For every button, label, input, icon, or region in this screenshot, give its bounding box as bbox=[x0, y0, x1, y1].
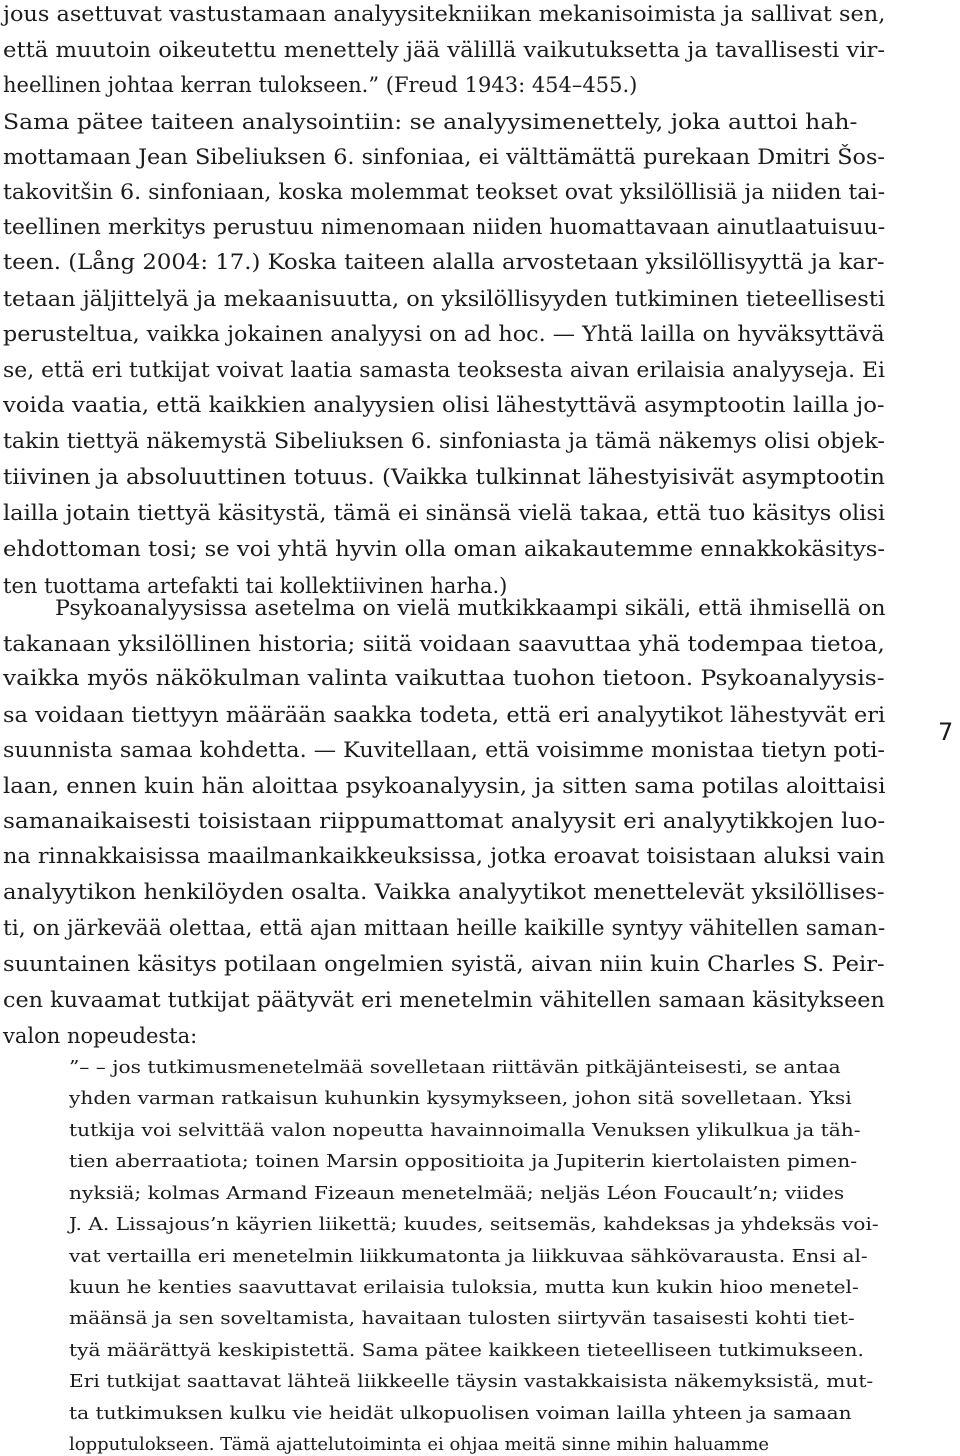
paragraph-1-line: tetaan jäljittelyä ja mekaanisuutta, on yksilöllisyyden tutkiminen tieteellisesti bbox=[3, 287, 886, 311]
paragraph-1-line: teen. (Lång 2004: 17.) Koska taiteen alalla arvostetaan yksilöllisyyttä ja kar- bbox=[3, 250, 885, 274]
quote-line: J. A. Lissajous’n käyrien liikettä; kuudes, seitsemäs, kahdeksas ja yhdeksäs voi- bbox=[69, 1214, 879, 1235]
paragraph-1-line: heellinen johtaa kerran tulokseen.” (Freud 1943: 454–455.) bbox=[3, 73, 638, 97]
paragraph-1-line: voida vaatia, että kaikkien analyysien olisi lähestyttävä asymptootin lailla jo- bbox=[3, 393, 885, 417]
paragraph-2-line: laan, ennen kuin hän aloittaa psykoanalyysin, ja sitten sama potilas aloittaisi bbox=[3, 774, 886, 798]
paragraph-1-line: takovitšin 6. sinfoniaan, koska molemmat teokset ovat yksilöllisiä ja niiden tai- bbox=[3, 180, 886, 204]
paragraph-1-line: mottamaan Jean Sibeliuksen 6. sinfoniaa, ei välttämättä purekaan Dmitri Šos- bbox=[3, 145, 885, 169]
paragraph-2-line: suuntainen käsitys potilaan ongelmien syistä, aivan niin kuin Charles S. Peir- bbox=[3, 952, 885, 976]
quote-line: vat vertailla eri menetelmin liikkumatonta ja liikkuvaa sähkövarausta. Ensi al- bbox=[69, 1246, 868, 1267]
paragraph-1-line: tiivinen ja absoluuttinen totuus. (Vaikka tulkinnat lähestyisivät asymptootin bbox=[3, 465, 885, 489]
page-number: 7 bbox=[938, 718, 954, 746]
quote-line: lopputulokseen. Tämä ajattelutoiminta ei ohjaa meitä sinne mihin haluamme bbox=[69, 1434, 770, 1455]
quote-line: tyä määrättyä keskipistettä. Sama pätee kaikkeen tieteelliseen tutkimukseen. bbox=[69, 1340, 864, 1361]
paragraph-1-line: ten tuottama artefakti tai kollektiivinen harha.) bbox=[3, 574, 508, 598]
quote-line: tutkija voi selvittää valon nopeutta havainnoimalla Venuksen ylikulkua ja täh- bbox=[69, 1120, 861, 1141]
quote-line: Eri tutkijat saattavat lähteä liikkeelle täysin vastakkaisista näkemyksistä, mut- bbox=[69, 1371, 874, 1392]
paragraph-1-line: perusteltua, vaikka jokainen analyysi on ad hoc. — Yhtä lailla on hyväksyttävä bbox=[3, 322, 885, 346]
paragraph-2-line: suunnista samaa kohdetta. — Kuvitellaan, että voisimme monistaa tietyn poti- bbox=[3, 738, 885, 762]
quote-line: yhden varman ratkaisun kuhunkin kysymykseen, johon sitä sovelletaan. Yksi bbox=[69, 1088, 852, 1109]
paragraph-1-line: Sama pätee taiteen analysointiin: se analyysimenettely, joka auttoi hah- bbox=[3, 110, 858, 134]
paragraph-2-line: cen kuvaamat tutkijat päätyvät eri menetelmin vähitellen samaan käsitykseen bbox=[3, 988, 885, 1012]
paragraph-2-line: na rinnakkaisissa maailmankaikkeuksissa, jotka eroavat toisistaan aluksi vain bbox=[3, 844, 885, 868]
paragraph-1-line: jous asettuvat vastustamaan analyysitekniikan mekanisoimista ja sallivat sen, bbox=[3, 2, 886, 26]
quote-line: tien aberraatiota; toinen Marsin oppositioita ja Jupiterin kiertolaisten pimen- bbox=[69, 1151, 858, 1172]
quote-line: ”– – jos tutkimusmenetelmää sovelletaan riittävän pitkäjänteisesti, se antaa bbox=[69, 1057, 841, 1078]
quote-line: ta tutkimuksen kulku vie heidät ulkopuolisen voiman lailla yhteen ja samaan bbox=[69, 1403, 852, 1424]
paragraph-1-line: lailla jotain tiettyä käsitystä, tämä ei sinänsä vielä takaa, että tuo käsitys olisi bbox=[3, 501, 886, 525]
paragraph-2-line: vaikka myös näkökulman valinta vaikuttaa tuohon tietoon. Psykoanalyysis- bbox=[3, 666, 885, 690]
paragraph-2-line: sa voidaan tiettyyn määrään saakka todeta, että eri analyytikot lähestyvät eri bbox=[3, 703, 886, 727]
quote-line: määnsä ja sen soveltamista, havaitaan tulosten siirtyvän tasaisesti kohti tiet- bbox=[69, 1308, 855, 1329]
paragraph-2-line: Psykoanalyysissa asetelma on vielä mutkikkaampi sikäli, että ihmisellä on bbox=[55, 596, 886, 620]
paragraph-1-line: teellinen merkitys perustuu nimenomaan niiden huomattavaan ainutlaatuisuu- bbox=[3, 215, 886, 239]
paragraph-2-line: samanaikaisesti toisistaan riippumattomat analyysit eri analyytikkojen luo- bbox=[3, 809, 886, 833]
quote-line: nyksiä; kolmas Armand Fizeaun menetelmää; neljäs Léon Foucault’n; viides bbox=[69, 1183, 845, 1204]
paragraph-1-line: se, että eri tutkijat voivat laatia samasta teoksesta aivan erilaisia analyyseja. Ei bbox=[3, 358, 886, 382]
paragraph-2-line: takanaan yksilöllinen historia; siitä voidaan saavuttaa yhä todempaa tietoa, bbox=[3, 632, 885, 656]
paragraph-2-line: analyytikon henkilöyden osalta. Vaikka analyytikot menettelevät yksilöllises- bbox=[3, 880, 885, 904]
paragraph-1-line: takin tiettyä näkemystä Sibeliuksen 6. sinfoniasta ja tämä näkemys olisi objek- bbox=[3, 429, 885, 453]
quote-line: kuun he kenties saavuttavat erilaisia tuloksia, mutta kun kukin hioo menetel- bbox=[69, 1277, 859, 1298]
paragraph-1-line: ehdottoman tosi; se voi yhtä hyvin olla oman aikakautemme ennakkokäsitys- bbox=[3, 537, 886, 561]
paragraph-2-line: valon nopeudesta: bbox=[3, 1024, 198, 1048]
paragraph-2-line: ti, on järkevää olettaa, että ajan mittaan heille kaikille syntyy vähitellen saman- bbox=[3, 916, 886, 940]
paragraph-1-line: että muutoin oikeutettu menettely jää välillä vaikutuksetta ja tavallisesti vir- bbox=[3, 38, 886, 62]
